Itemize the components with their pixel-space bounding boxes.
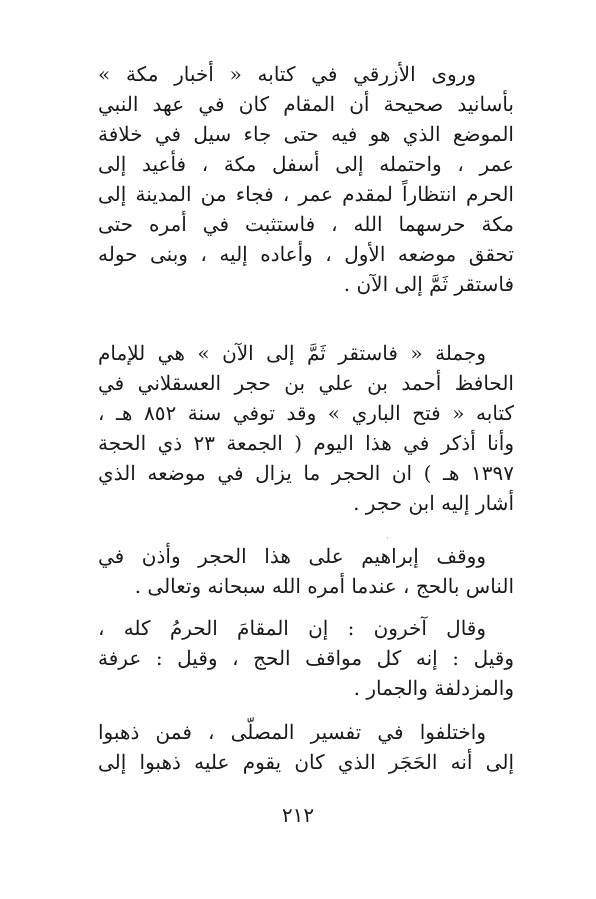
paragraph-5 xyxy=(98,717,514,777)
text-line: ١٣٩٧ هـ ) ان الحجر ما يزال في موضعه الذي xyxy=(98,461,514,485)
text-line: الموضع الذي هو فيه حتى جاء سيل في خلافة xyxy=(98,122,514,146)
text-line: تحقق موضعه الأول ، وأعاده إليه ، وبنى حوله xyxy=(98,242,514,266)
text-line: الناس بالحج ، عندما أمره الله سبحانه وتعالى . xyxy=(134,574,514,598)
text-line: واختلفوا في تفسير المصلّى ، فمن ذهبوا xyxy=(98,720,486,744)
paragraph-3 xyxy=(98,541,514,601)
text-line: وقال آخرون : إن المقامَ الحرمُ كله ، xyxy=(98,616,486,640)
text-line: إلى أنه الحَجَر الذي كان يقوم عليه ذهبوا إلى xyxy=(98,750,514,774)
text-line: ووقف إبراهيم على هذا الحجر وأذن في xyxy=(98,544,486,568)
text-line: وروى الأزرقي في كتابه « أخبار مكة » xyxy=(98,62,476,86)
text-line: بأسانيد صحيحة أن المقام كان في عهد النبي xyxy=(98,92,514,116)
text-line: وجملة « فاستقر ثَمَّ إلى الآن » هي للإمام xyxy=(98,341,486,365)
paragraph-1 xyxy=(98,59,514,299)
text-line: وقيل : إنه كل مواقف الحج ، وقيل : عرفة xyxy=(98,646,514,670)
print-speck: · xyxy=(386,534,389,544)
text-line: فاستقر ثَمَّ إلى الآن . xyxy=(343,272,514,296)
text-line: أشار إليه ابن حجر . xyxy=(353,491,514,515)
text-line: وأنا أذكر في هذا اليوم ( الجمعة ٢٣ ذي الحجة xyxy=(98,431,514,455)
text-line: والمزدلفة والجمار . xyxy=(353,676,514,700)
text-line: مكة حرسهما الله ، فاستثبت في أمره حتى xyxy=(98,212,514,236)
text-line: الحرم انتظاراً لمقدم عمر ، فجاء من المدينة إلى xyxy=(98,182,514,206)
text-line: الحافظ أحمد بن علي بن حجر العسقلاني في xyxy=(98,371,514,395)
paragraph-2 xyxy=(98,338,514,518)
text-line: عمر ، واحتمله إلى أسفل مكة ، فأعيد إلى xyxy=(98,152,514,176)
paragraph-4 xyxy=(98,613,514,703)
text-line: كتابه « فتح الباري » وقد توفي سنة ٨٥٢ هـ ، xyxy=(98,401,514,425)
page-number: ٢١٢ xyxy=(281,803,315,827)
